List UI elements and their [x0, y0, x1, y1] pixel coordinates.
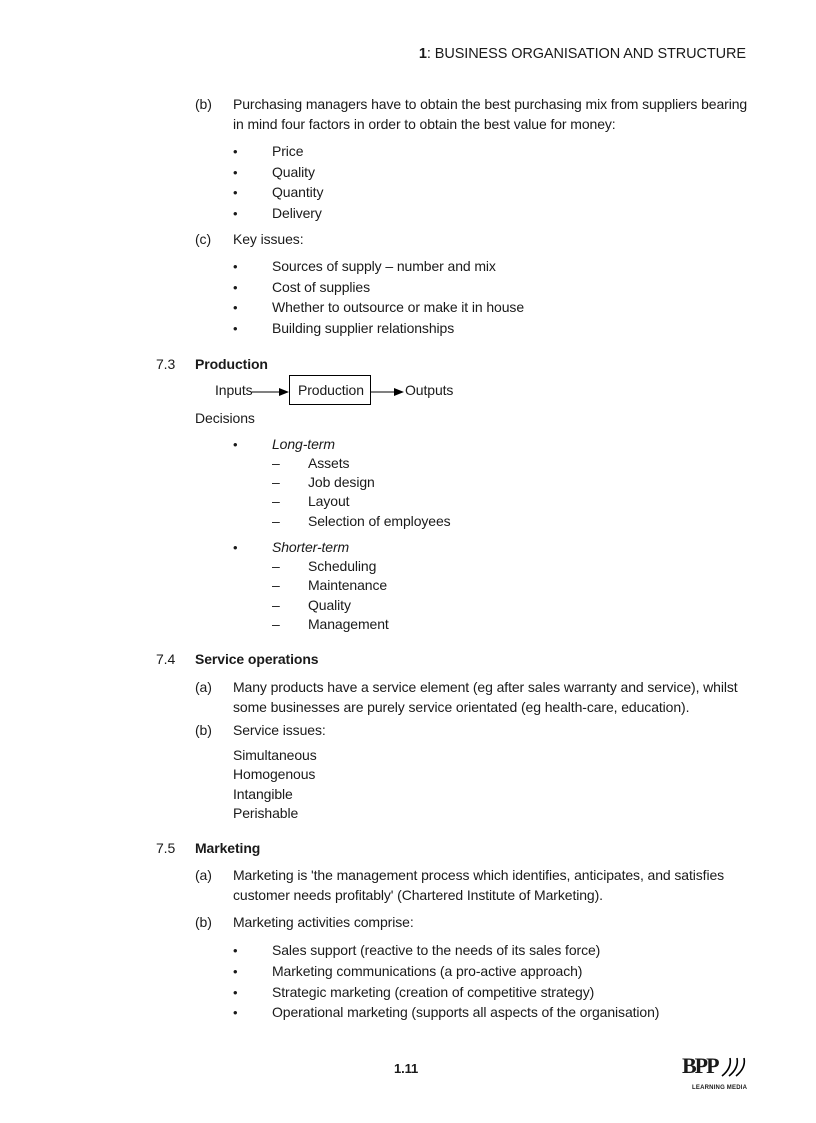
list-item: Quantity: [272, 184, 324, 200]
bpp-logo: [678, 1054, 750, 1100]
service-a-line2: some businesses are purely service orientated (eg health-care, education).: [233, 699, 690, 715]
arrow-right-icon: [371, 386, 405, 398]
item-marker-b: (b): [195, 96, 212, 112]
dash-icon: –: [272, 493, 280, 509]
list-item: Strategic marketing (creation of competitive strategy): [272, 984, 595, 1000]
dash-icon: –: [272, 455, 280, 471]
chapter-number: 1: [418, 46, 427, 62]
bullet-icon: •: [233, 185, 238, 200]
service-a-line1: Many products have a service element (eg after sales warranty and service), whilst: [233, 679, 738, 695]
bullet-icon: •: [233, 943, 238, 958]
running-header: [419, 46, 746, 63]
item-marker-b: (b): [195, 914, 212, 930]
logo-swoosh-icon: [718, 1056, 746, 1078]
decisions-label: Decisions: [195, 410, 255, 426]
bullet-icon: •: [233, 144, 238, 159]
list-item: Marketing communications (a pro-active approach): [272, 963, 583, 979]
list-item: Assets: [308, 455, 350, 471]
dash-icon: –: [272, 513, 280, 529]
list-item: Selection of employees: [308, 513, 451, 529]
bullet-icon: •: [233, 964, 238, 979]
list-item: Cost of supplies: [272, 279, 371, 295]
flow-process-box: [289, 375, 371, 405]
flow-process-label: Production: [298, 382, 364, 398]
bullet-icon: •: [233, 206, 238, 221]
list-item: Quality: [308, 597, 351, 613]
list-item: Homogenous: [233, 766, 316, 782]
purchasing-b-line1: Purchasing managers have to obtain the best purchasing mix from suppliers bearing: [233, 96, 748, 112]
purchasing-b-line2: in mind four factors in order to obtain the best value for money:: [233, 116, 616, 132]
list-item: Management: [308, 616, 389, 632]
list-item: Price: [272, 143, 304, 159]
list-item: Operational marketing (supports all aspects of the organisation): [272, 1004, 660, 1020]
shorter-term-label: Shorter-term: [272, 539, 350, 555]
list-item: Job design: [308, 474, 375, 490]
list-item: Maintenance: [308, 577, 388, 593]
item-marker-b: (b): [195, 722, 212, 738]
dash-icon: –: [272, 616, 280, 632]
list-item: Whether to outsource or make it in house: [272, 299, 525, 315]
section-number: 7.3: [156, 356, 176, 372]
purchasing-c-text: Key issues:: [233, 231, 304, 247]
service-b-text: Service issues:: [233, 722, 326, 738]
item-marker-a: (a): [195, 679, 212, 695]
section-heading: Service operations: [195, 651, 319, 667]
list-item: Scheduling: [308, 558, 377, 574]
dash-icon: –: [272, 474, 280, 490]
bullet-icon: •: [233, 1005, 238, 1020]
bullet-icon: •: [233, 259, 238, 274]
flow-input-label: Inputs: [215, 382, 253, 398]
chapter-title: : BUSINESS ORGANISATION AND STRUCTURE: [426, 46, 746, 62]
item-marker-c: (c): [195, 231, 212, 247]
bullet-icon: •: [233, 985, 238, 1000]
dash-icon: –: [272, 558, 280, 574]
list-item: Layout: [308, 493, 350, 509]
section-number: 7.4: [156, 651, 176, 667]
bullet-icon: •: [233, 540, 238, 555]
dash-icon: –: [272, 597, 280, 613]
list-item: Delivery: [272, 205, 322, 221]
logo-text: BPP: [682, 1053, 718, 1078]
list-item: Sources of supply – number and mix: [272, 258, 496, 274]
bullet-icon: •: [233, 437, 238, 452]
list-item: Quality: [272, 164, 315, 180]
list-item: Perishable: [233, 805, 299, 821]
marketing-a-line1: Marketing is 'the management process which identifies, anticipates, and satisfies: [233, 867, 725, 883]
bullet-icon: •: [233, 300, 238, 315]
bullet-icon: •: [233, 280, 238, 295]
list-item: Sales support (reactive to the needs of its sales force): [272, 942, 601, 958]
page-number: 1.11: [394, 1061, 419, 1076]
dash-icon: –: [272, 577, 280, 593]
logo-subtext: LEARNING MEDIA: [692, 1085, 748, 1091]
list-item: Intangible: [233, 786, 293, 802]
list-item: Building supplier relationships: [272, 320, 455, 336]
marketing-b-text: Marketing activities comprise:: [233, 914, 414, 930]
item-marker-a: (a): [195, 867, 212, 883]
section-number: 7.5: [156, 840, 176, 856]
bullet-icon: •: [233, 165, 238, 180]
long-term-label: Long-term: [272, 436, 335, 452]
list-item: Simultaneous: [233, 747, 317, 763]
bullet-icon: •: [233, 321, 238, 336]
section-heading: Production: [195, 356, 268, 372]
flow-output-label: Outputs: [405, 382, 454, 398]
section-heading: Marketing: [195, 840, 261, 856]
arrow-right-icon: [252, 386, 290, 398]
marketing-a-line2: customer needs profitably' (Chartered Institute of Marketing).: [233, 887, 603, 903]
